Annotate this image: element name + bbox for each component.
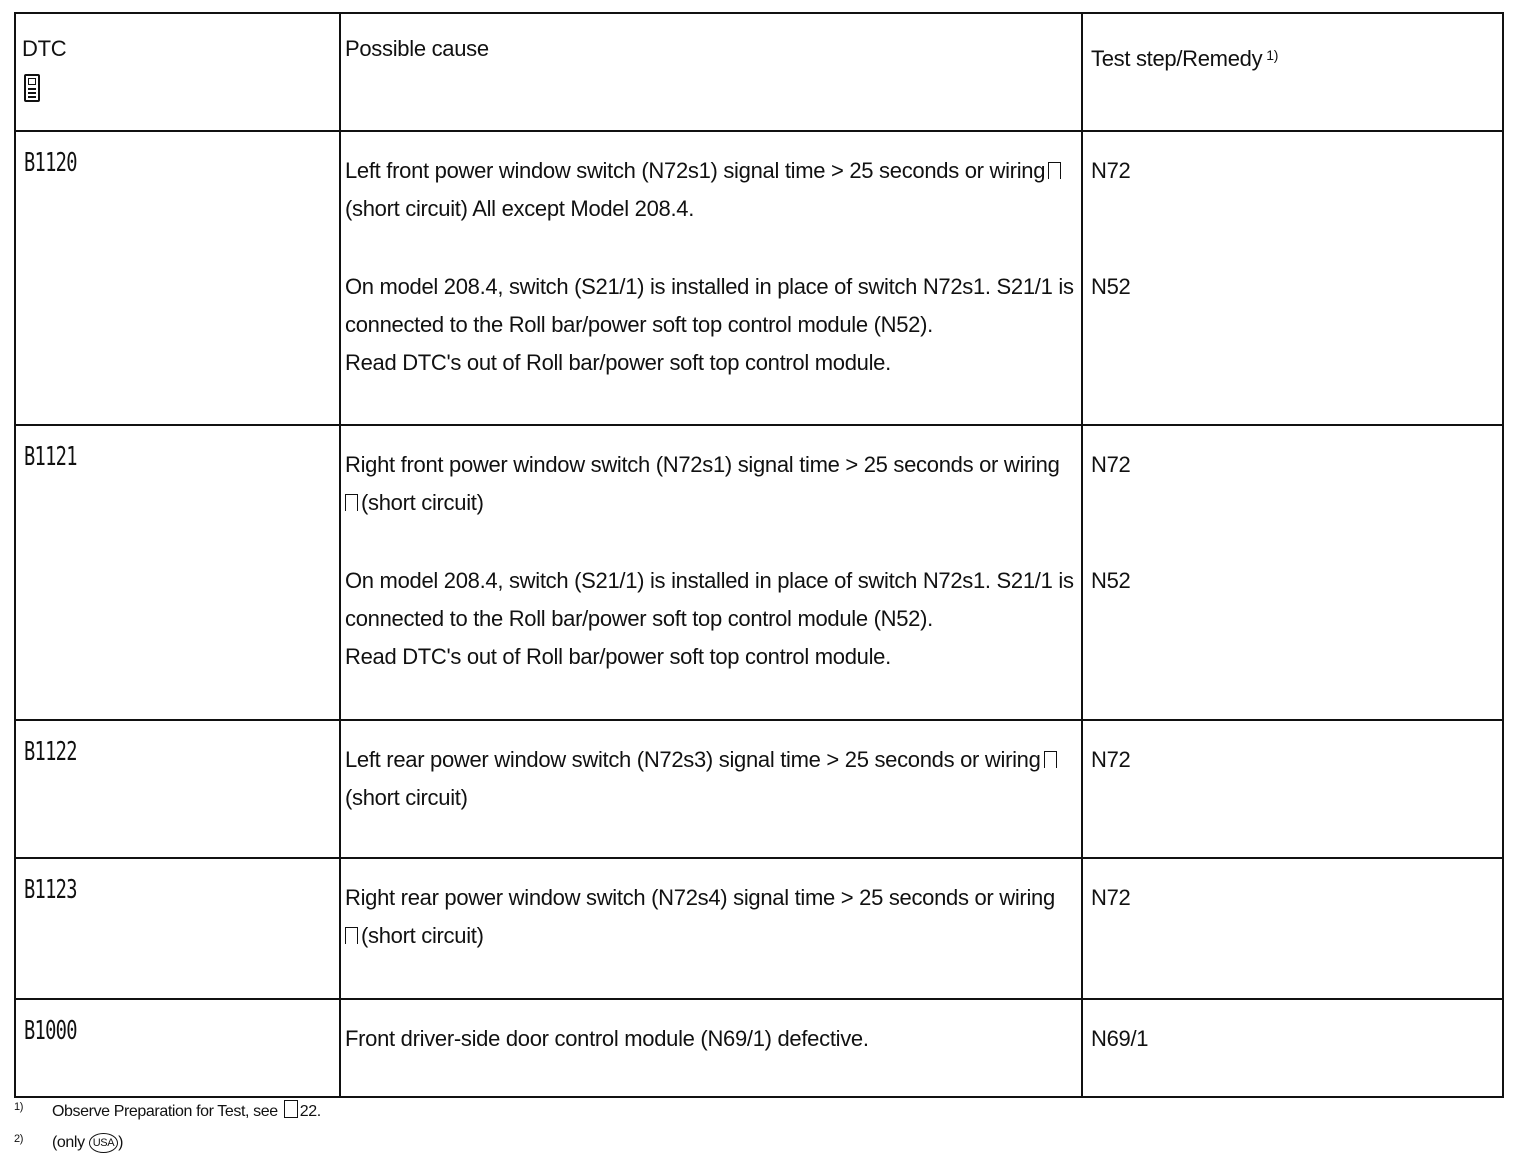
dtc-code: B1122 bbox=[24, 737, 77, 767]
dtc-code-cell bbox=[16, 131, 340, 425]
remedy-item: N72 bbox=[1091, 747, 1131, 772]
cause-line: (short circuit) bbox=[361, 490, 484, 515]
dtc-code: B1123 bbox=[24, 875, 77, 905]
table-row bbox=[16, 425, 1502, 720]
usa-badge: USA bbox=[89, 1133, 118, 1153]
dtc-code-cell bbox=[16, 999, 340, 1096]
cause-paragraph bbox=[345, 562, 1074, 676]
table-row bbox=[16, 720, 1502, 858]
header-dtc-label: DTC bbox=[22, 36, 67, 61]
cause-cell bbox=[340, 999, 1082, 1096]
table-row bbox=[16, 999, 1502, 1096]
remedy-cell bbox=[1082, 858, 1502, 999]
cause-line: Right front power window switch (N72s1) signal time > 25 seconds or wiring bbox=[345, 452, 1060, 477]
remedy-cell bbox=[1082, 131, 1502, 425]
header-remedy-footnote-mark: 1) bbox=[1266, 47, 1279, 63]
cause-line: (short circuit) bbox=[345, 785, 468, 810]
cause-cell bbox=[340, 425, 1082, 720]
remedy-item: N52 bbox=[1091, 274, 1131, 299]
remedy-cell bbox=[1082, 425, 1502, 720]
cause-line: Read DTC's out of Roll bar/power soft top control module. bbox=[345, 644, 891, 669]
table-row bbox=[16, 858, 1502, 999]
footnote-1-text: Observe Preparation for Test, see bbox=[52, 1103, 278, 1120]
cause-cell bbox=[340, 858, 1082, 999]
diagnostic-tester-icon bbox=[24, 74, 40, 102]
remedy-item: N72 bbox=[1091, 452, 1131, 477]
dtc-code: B1120 bbox=[24, 148, 77, 178]
dtc-code-cell bbox=[16, 720, 340, 858]
cause-line: Left rear power window switch (N72s3) signal time > 25 seconds or wiring bbox=[345, 747, 1041, 772]
wiring-diagram-ref-icon bbox=[1044, 751, 1057, 768]
footnote-2-text: (only bbox=[52, 1134, 85, 1151]
header-cause-label: Possible cause bbox=[345, 36, 489, 61]
dtc-code-cell bbox=[16, 425, 340, 720]
dtc-table-frame bbox=[14, 12, 1504, 1098]
cause-paragraph bbox=[345, 1020, 1069, 1058]
header-cause-cell bbox=[340, 14, 1082, 131]
cause-line: (short circuit) All except Model 208.4. bbox=[345, 196, 695, 221]
cause-paragraph bbox=[345, 741, 1069, 817]
remedy-cell bbox=[1082, 999, 1502, 1096]
cause-cell bbox=[340, 131, 1082, 425]
cause-line: On model 208.4, switch (S21/1) is installed in place of switch N72s1. S21/1 is bbox=[345, 568, 1074, 593]
cause-line: Left front power window switch (N72s1) signal time > 25 seconds or wiring bbox=[345, 158, 1046, 183]
cause-line: Front driver-side door control module (N69/1) defective. bbox=[345, 1026, 869, 1051]
cause-line: Read DTC's out of Roll bar/power soft top control module. bbox=[345, 350, 891, 375]
dtc-code: B1121 bbox=[24, 442, 77, 472]
cause-line: connected to the Roll bar/power soft top control module (N52). bbox=[345, 606, 933, 631]
remedy-item: N72 bbox=[1091, 158, 1131, 183]
table-header-row bbox=[16, 14, 1502, 131]
table-row bbox=[16, 131, 1502, 425]
dtc-code-cell bbox=[16, 858, 340, 999]
cause-line: connected to the Roll bar/power soft top control module (N52). bbox=[345, 312, 933, 337]
footnote-1-page: 22. bbox=[299, 1103, 321, 1120]
cause-paragraph bbox=[345, 268, 1074, 382]
cause-line: Right rear power window switch (N72s4) signal time > 25 seconds or wiring bbox=[345, 885, 1055, 910]
remedy-item: N72 bbox=[1091, 885, 1131, 910]
cause-paragraph bbox=[345, 152, 1069, 228]
header-remedy-cell bbox=[1082, 14, 1502, 131]
wiring-diagram-ref-icon bbox=[345, 494, 358, 511]
cause-paragraph bbox=[345, 879, 1069, 955]
dtc-code: B1000 bbox=[24, 1016, 77, 1046]
cause-cell bbox=[340, 720, 1082, 858]
dtc-table bbox=[16, 14, 1502, 1096]
wiring-diagram-ref-icon bbox=[1048, 162, 1061, 179]
cause-line: (short circuit) bbox=[361, 923, 484, 948]
header-dtc-cell bbox=[16, 14, 340, 131]
cause-paragraph bbox=[345, 446, 1069, 522]
page-ref-box-icon bbox=[284, 1100, 298, 1118]
cause-line: On model 208.4, switch (S21/1) is installed in place of switch N72s1. S21/1 is bbox=[345, 274, 1074, 299]
wiring-diagram-ref-icon bbox=[345, 927, 358, 944]
remedy-item: N69/1 bbox=[1091, 1026, 1149, 1051]
footnote-1-mark: 1) bbox=[14, 1101, 23, 1113]
header-remedy-label: Test step/Remedy bbox=[1091, 46, 1263, 71]
footnote-2-close: ) bbox=[118, 1134, 124, 1151]
remedy-item: N52 bbox=[1091, 568, 1131, 593]
footnote-2-mark: 2) bbox=[14, 1133, 23, 1145]
remedy-cell bbox=[1082, 720, 1502, 858]
